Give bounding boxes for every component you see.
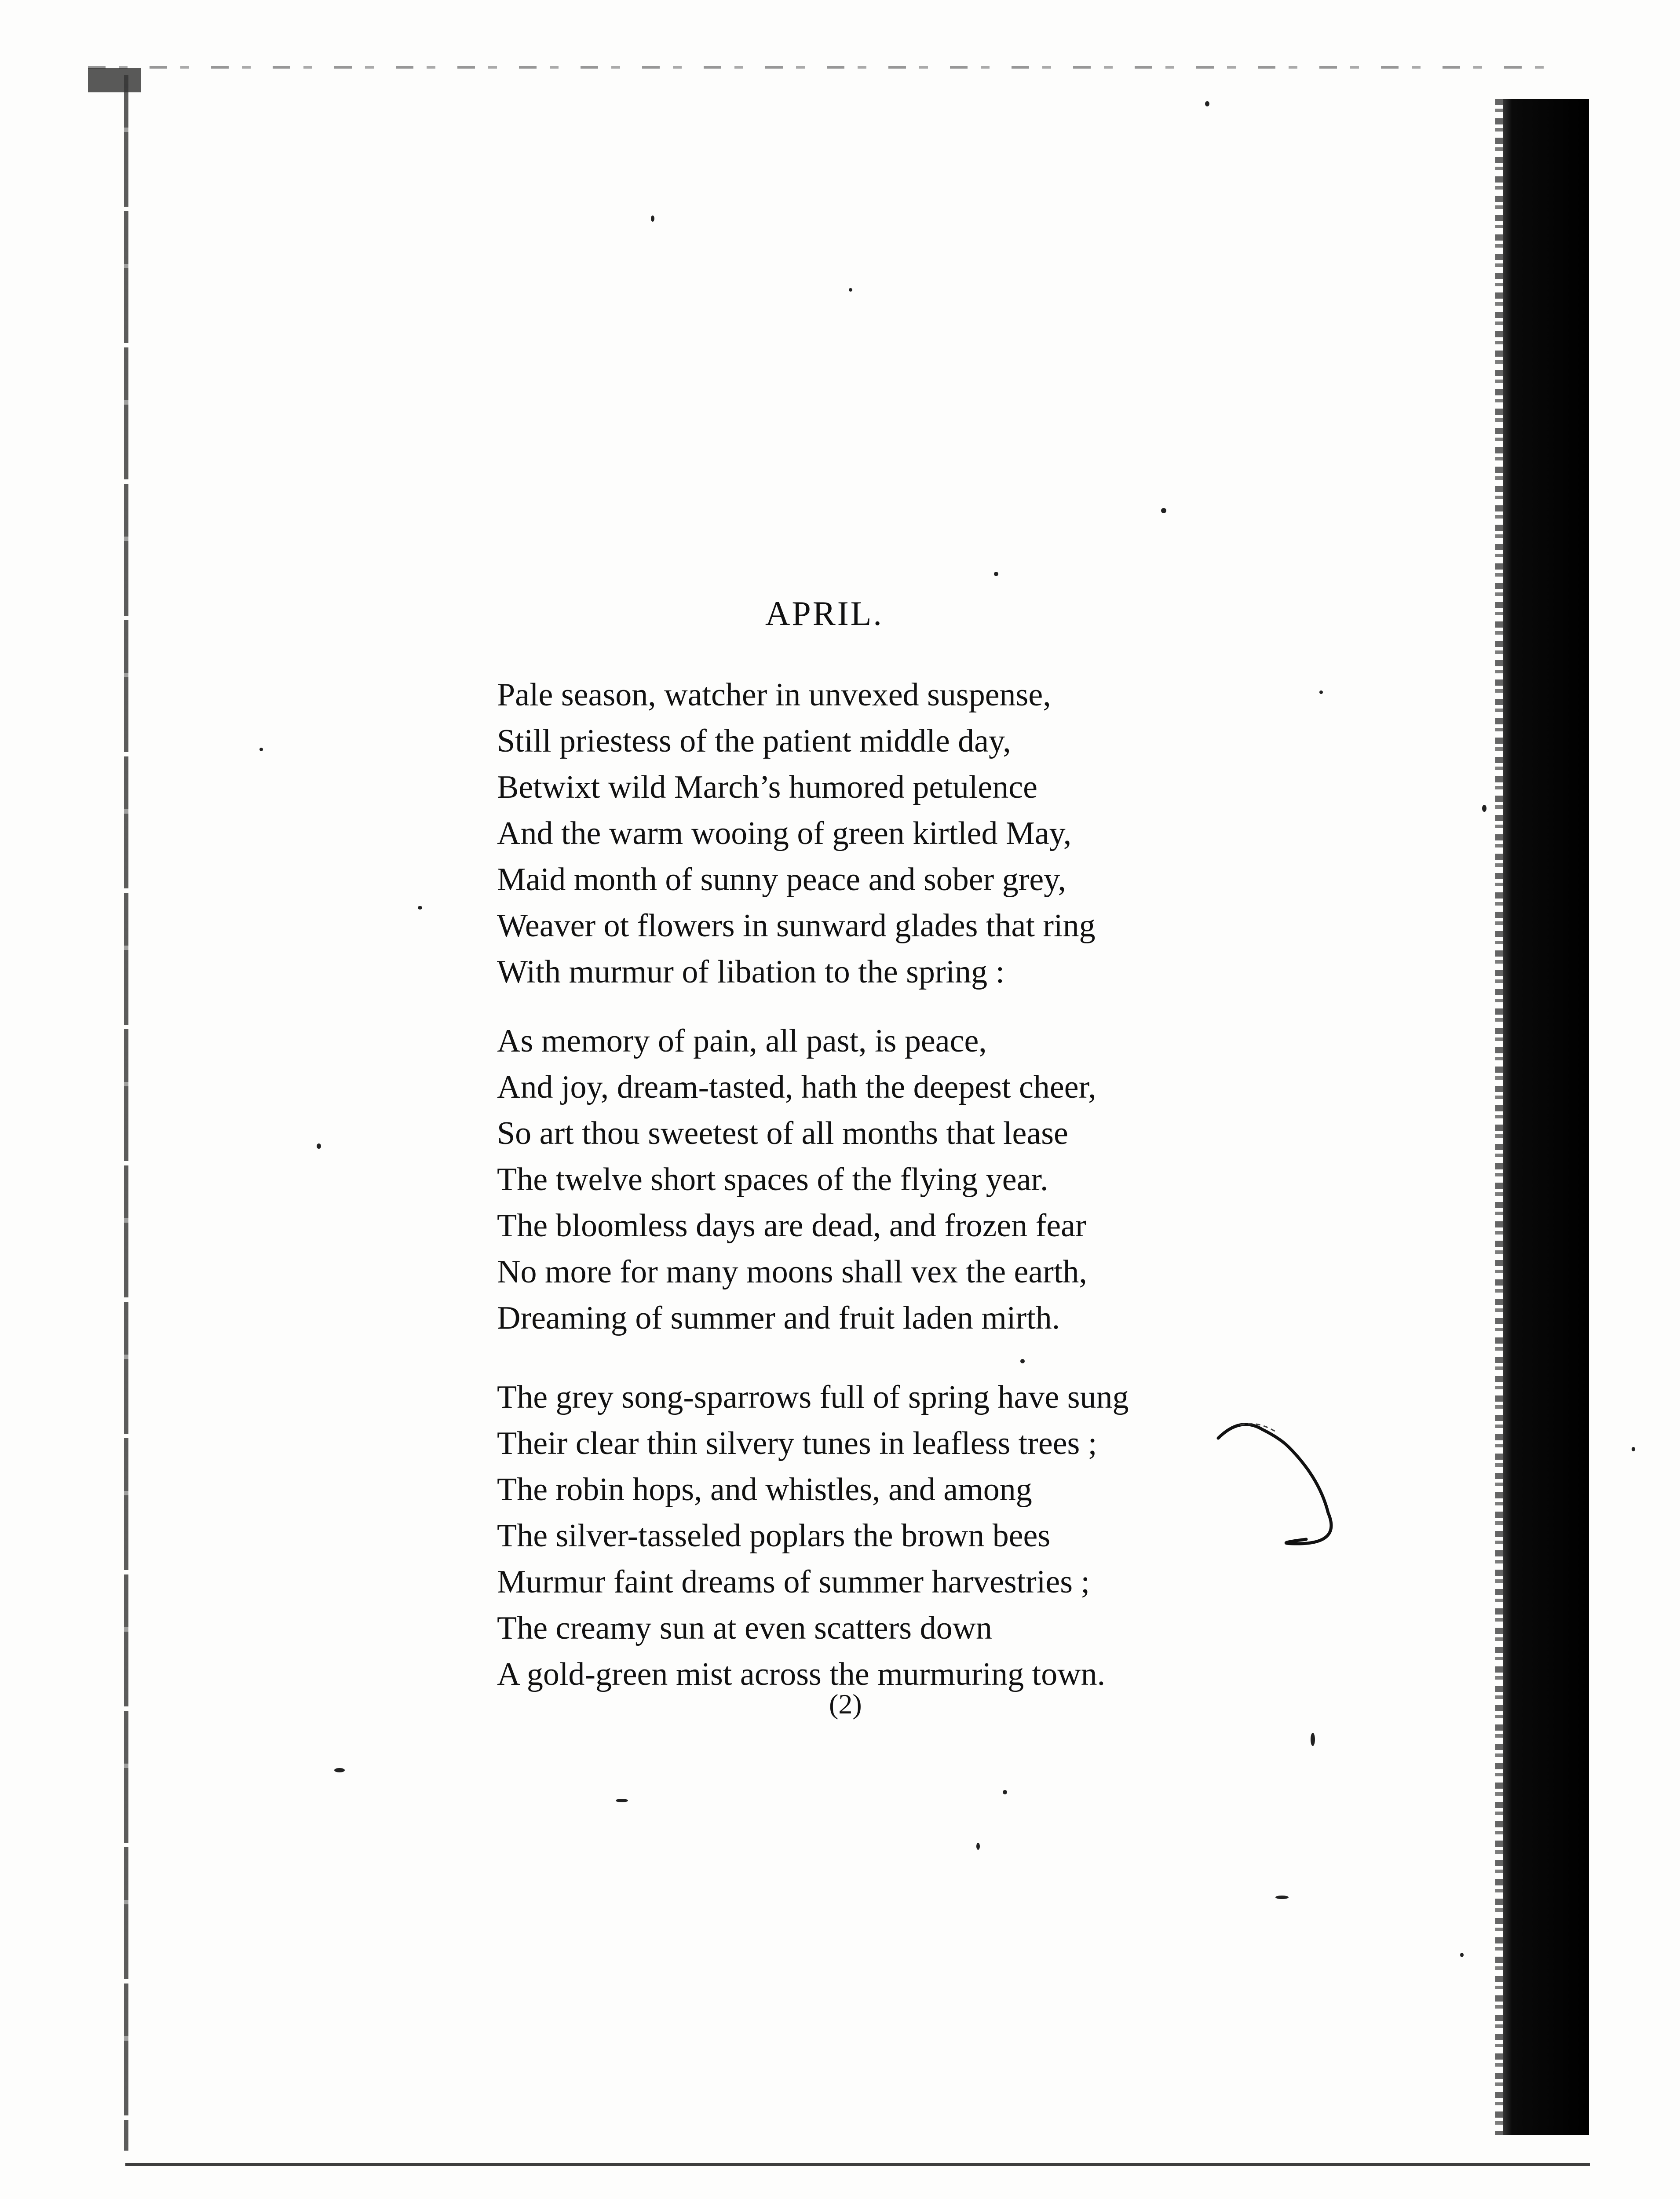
poem-line: No more for many moons shall vex the earth, (497, 1254, 1087, 1290)
poem-title: APRIL. (765, 594, 884, 632)
poem-line: The twelve short spaces of the flying year. (497, 1162, 1048, 1198)
poem-line: As memory of pain, all past, is peace, (497, 1023, 987, 1059)
poem-line: So art thou sweetest of all months that lease (497, 1115, 1068, 1151)
poem-line: Betwixt wild March’s humored petulence (497, 769, 1037, 805)
poem-line: The creamy sun at even scatters down (497, 1610, 993, 1646)
stanza-3 (497, 1374, 1289, 1698)
poem-line: The robin hops, and whistles, and among (497, 1472, 1032, 1508)
poem-line: And the warm wooing of green kirtled May, (497, 815, 1072, 851)
poem-line: The bloomless days are dead, and frozen fear (497, 1208, 1086, 1244)
poem-line: Their clear thin silvery tunes in leafless trees ; (497, 1425, 1097, 1461)
poem-line: Still priestess of the patient middle day, (497, 723, 1011, 759)
page-number: (2) (829, 1688, 862, 1720)
stanza-1 (497, 672, 1289, 995)
poem-line: Murmur faint dreams of summer harvestries ; (497, 1564, 1090, 1600)
poem-line: Dreaming of summer and fruit laden mirth. (497, 1300, 1060, 1336)
poem-line: With murmur of libation to the spring : (497, 954, 1005, 990)
poem-line: The silver-tasseled poplars the brown bees (497, 1518, 1051, 1554)
poem-line: The grey song-sparrows full of spring have sung (497, 1379, 1129, 1415)
stanza-2 (497, 1018, 1289, 1341)
poem-line: And joy, dream-tasted, hath the deepest cheer, (497, 1069, 1096, 1105)
poem-line: Weaver ot flowers in sunward glades that ring (497, 908, 1096, 944)
poem-line: Pale season, watcher in unvexed suspense, (497, 677, 1051, 713)
poem-line: Maid month of sunny peace and sober grey, (497, 862, 1066, 898)
poem-line: A gold-green mist across the murmuring town. (497, 1656, 1106, 1692)
